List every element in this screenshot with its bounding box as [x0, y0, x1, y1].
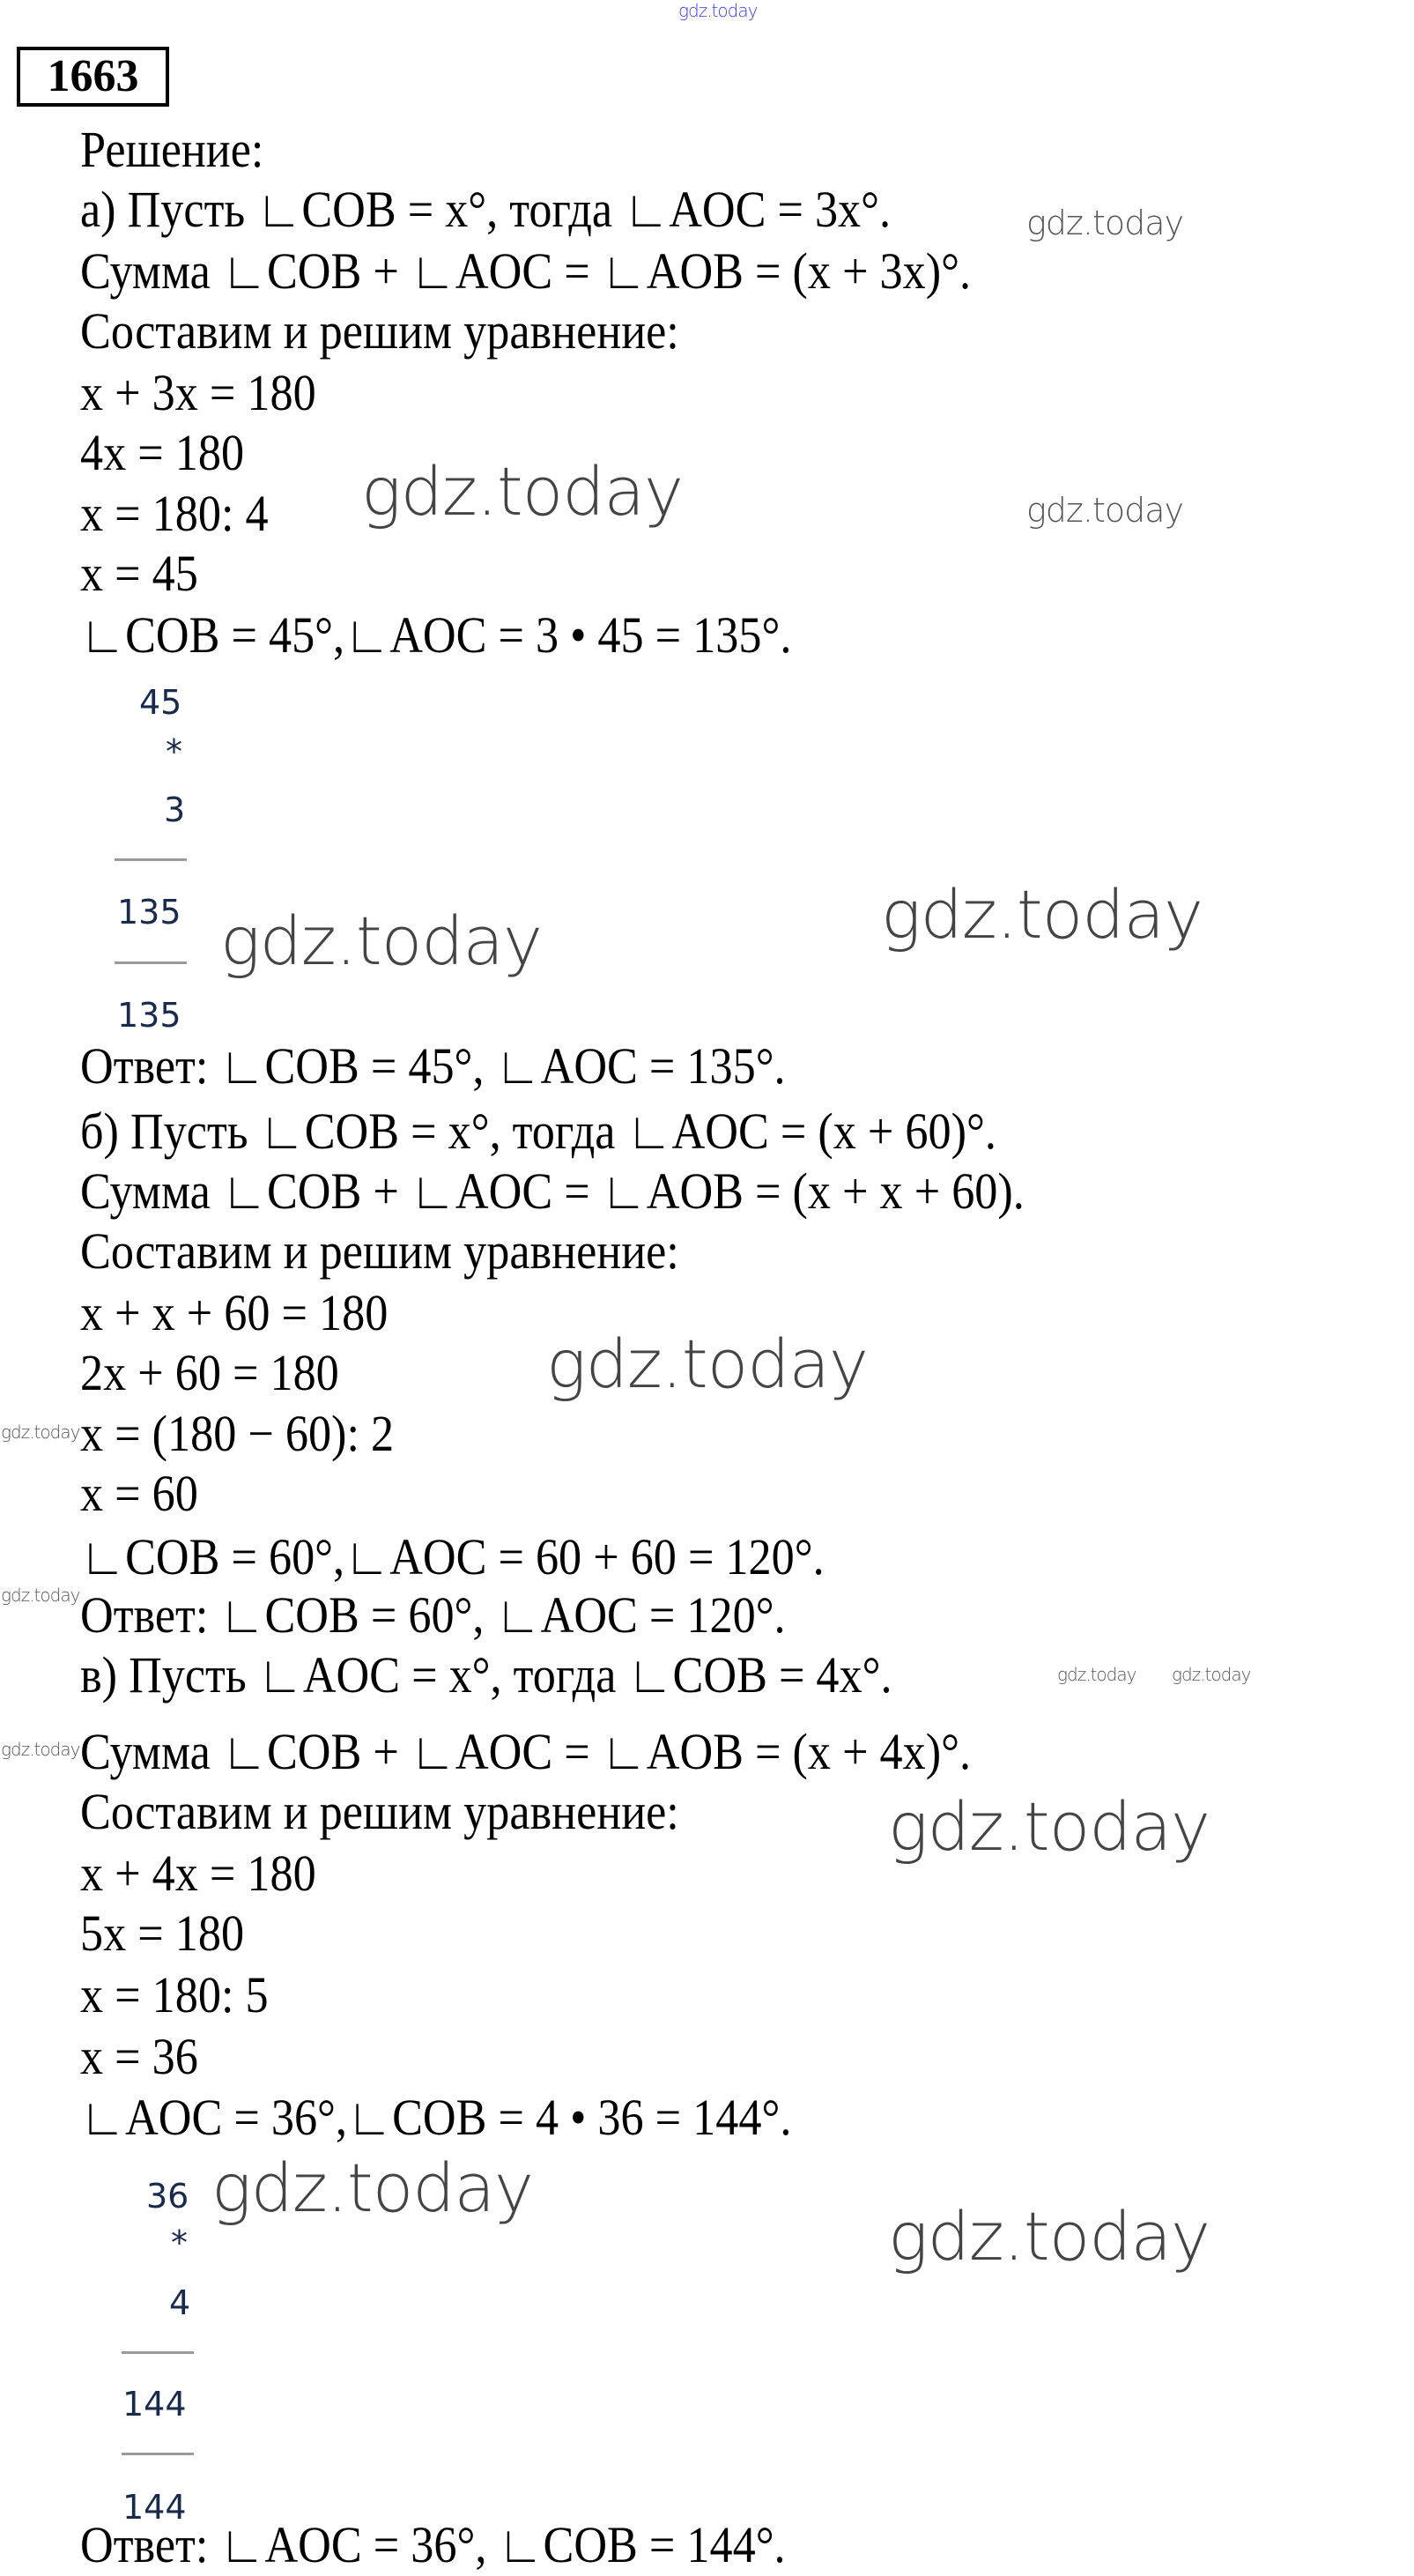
solution-line: б) Пусть ∟COB = x°, тогда ∟AOC = (x + 60)°.	[80, 1102, 996, 1160]
solution-line: в) Пусть ∟AOC = x°, тогда ∟COB = 4x°.	[80, 1646, 892, 1704]
solution-line: x = 180: 5	[80, 1966, 269, 2023]
solution-line: x + 4x = 180	[80, 1845, 316, 1902]
solution-line: Составим и решим уравнение:	[80, 1222, 679, 1280]
watermark: gdz.today	[220, 902, 542, 980]
solution-line: 5x = 180	[80, 1904, 245, 1962]
watermark: gdz.today	[678, 0, 758, 21]
answer-line: Ответ: ∟AOC = 36°, ∟COB = 144°.	[80, 2516, 786, 2573]
answer-line: Ответ: ∟COB = 60°, ∟AOC = 120°.	[80, 1586, 786, 1644]
solution-line: а) Пусть ∟COB = x°, тогда ∟AOC = 3x°.	[80, 181, 892, 238]
calc-operator: *	[166, 732, 182, 771]
calc-operator: *	[171, 2223, 188, 2262]
solution-line: Составим и решим уравнение:	[80, 1783, 679, 1840]
watermark: gdz.today	[888, 1787, 1210, 1866]
watermark: gdz.today	[361, 452, 683, 531]
watermark: gdz.today	[1057, 1664, 1136, 1685]
watermark: gdz.today	[881, 875, 1203, 954]
solution-line: 2x + 60 = 180	[80, 1344, 339, 1401]
calc-partial: 135	[117, 893, 181, 932]
watermark: gdz.today	[211, 2149, 533, 2227]
solution-line: x + x + 60 = 180	[80, 1284, 389, 1341]
watermark: gdz.today	[1172, 1664, 1251, 1685]
solution-line: ∟COB = 45°,∟AOC = 3 • 45 = 135°.	[80, 606, 792, 664]
solution-line: Составим и решим уравнение:	[80, 302, 679, 360]
watermark: gdz.today	[1, 1585, 80, 1606]
calc-rule	[122, 2453, 194, 2455]
solution-line: x = (180 − 60): 2	[80, 1405, 395, 1462]
solution-heading: Решение:	[80, 121, 264, 178]
calc-rule	[115, 858, 187, 861]
solution-line: x = 36	[80, 2028, 198, 2085]
solution-line: ∟COB = 60°,∟AOC = 60 + 60 = 120°.	[80, 1528, 825, 1585]
calc-rule	[115, 961, 187, 964]
calc-operand: 45	[139, 683, 182, 722]
solution-line: Сумма ∟COB + ∟AOC = ∟AOB = (x + x + 60).	[80, 1162, 1025, 1220]
answer-line: Ответ: ∟COB = 45°, ∟AOC = 135°.	[80, 1037, 786, 1095]
solution-line: ∟AOC = 36°,∟COB = 4 • 36 = 144°.	[80, 2089, 792, 2146]
solution-line: Сумма ∟COB + ∟AOC = ∟AOB = (x + 4x)°.	[80, 1723, 972, 1780]
solution-line: x = 45	[80, 545, 198, 602]
calc-rule	[122, 2351, 194, 2354]
watermark: gdz.today	[888, 2197, 1210, 2275]
task-number: 1663	[17, 47, 169, 107]
watermark: gdz.today	[1, 1739, 80, 1760]
calc-operand: 4	[169, 2283, 191, 2322]
solution-line: x = 60	[80, 1465, 198, 1522]
solution-line: x = 180: 4	[80, 485, 269, 542]
solution-line: Сумма ∟COB + ∟AOC = ∟AOB = (x + 3x)°.	[80, 242, 972, 300]
calc-result: 144	[122, 2488, 187, 2527]
watermark: gdz.today	[546, 1325, 868, 1403]
watermark: gdz.today	[1026, 204, 1183, 242]
calc-result: 135	[117, 996, 181, 1035]
solution-line: x + 3x = 180	[80, 364, 316, 421]
solution-line: 4x = 180	[80, 424, 245, 481]
calc-operand: 36	[146, 2177, 189, 2216]
calc-partial: 144	[122, 2385, 187, 2424]
watermark: gdz.today	[1026, 491, 1183, 530]
watermark: gdz.today	[1, 1422, 80, 1443]
calc-operand: 3	[164, 791, 186, 829]
